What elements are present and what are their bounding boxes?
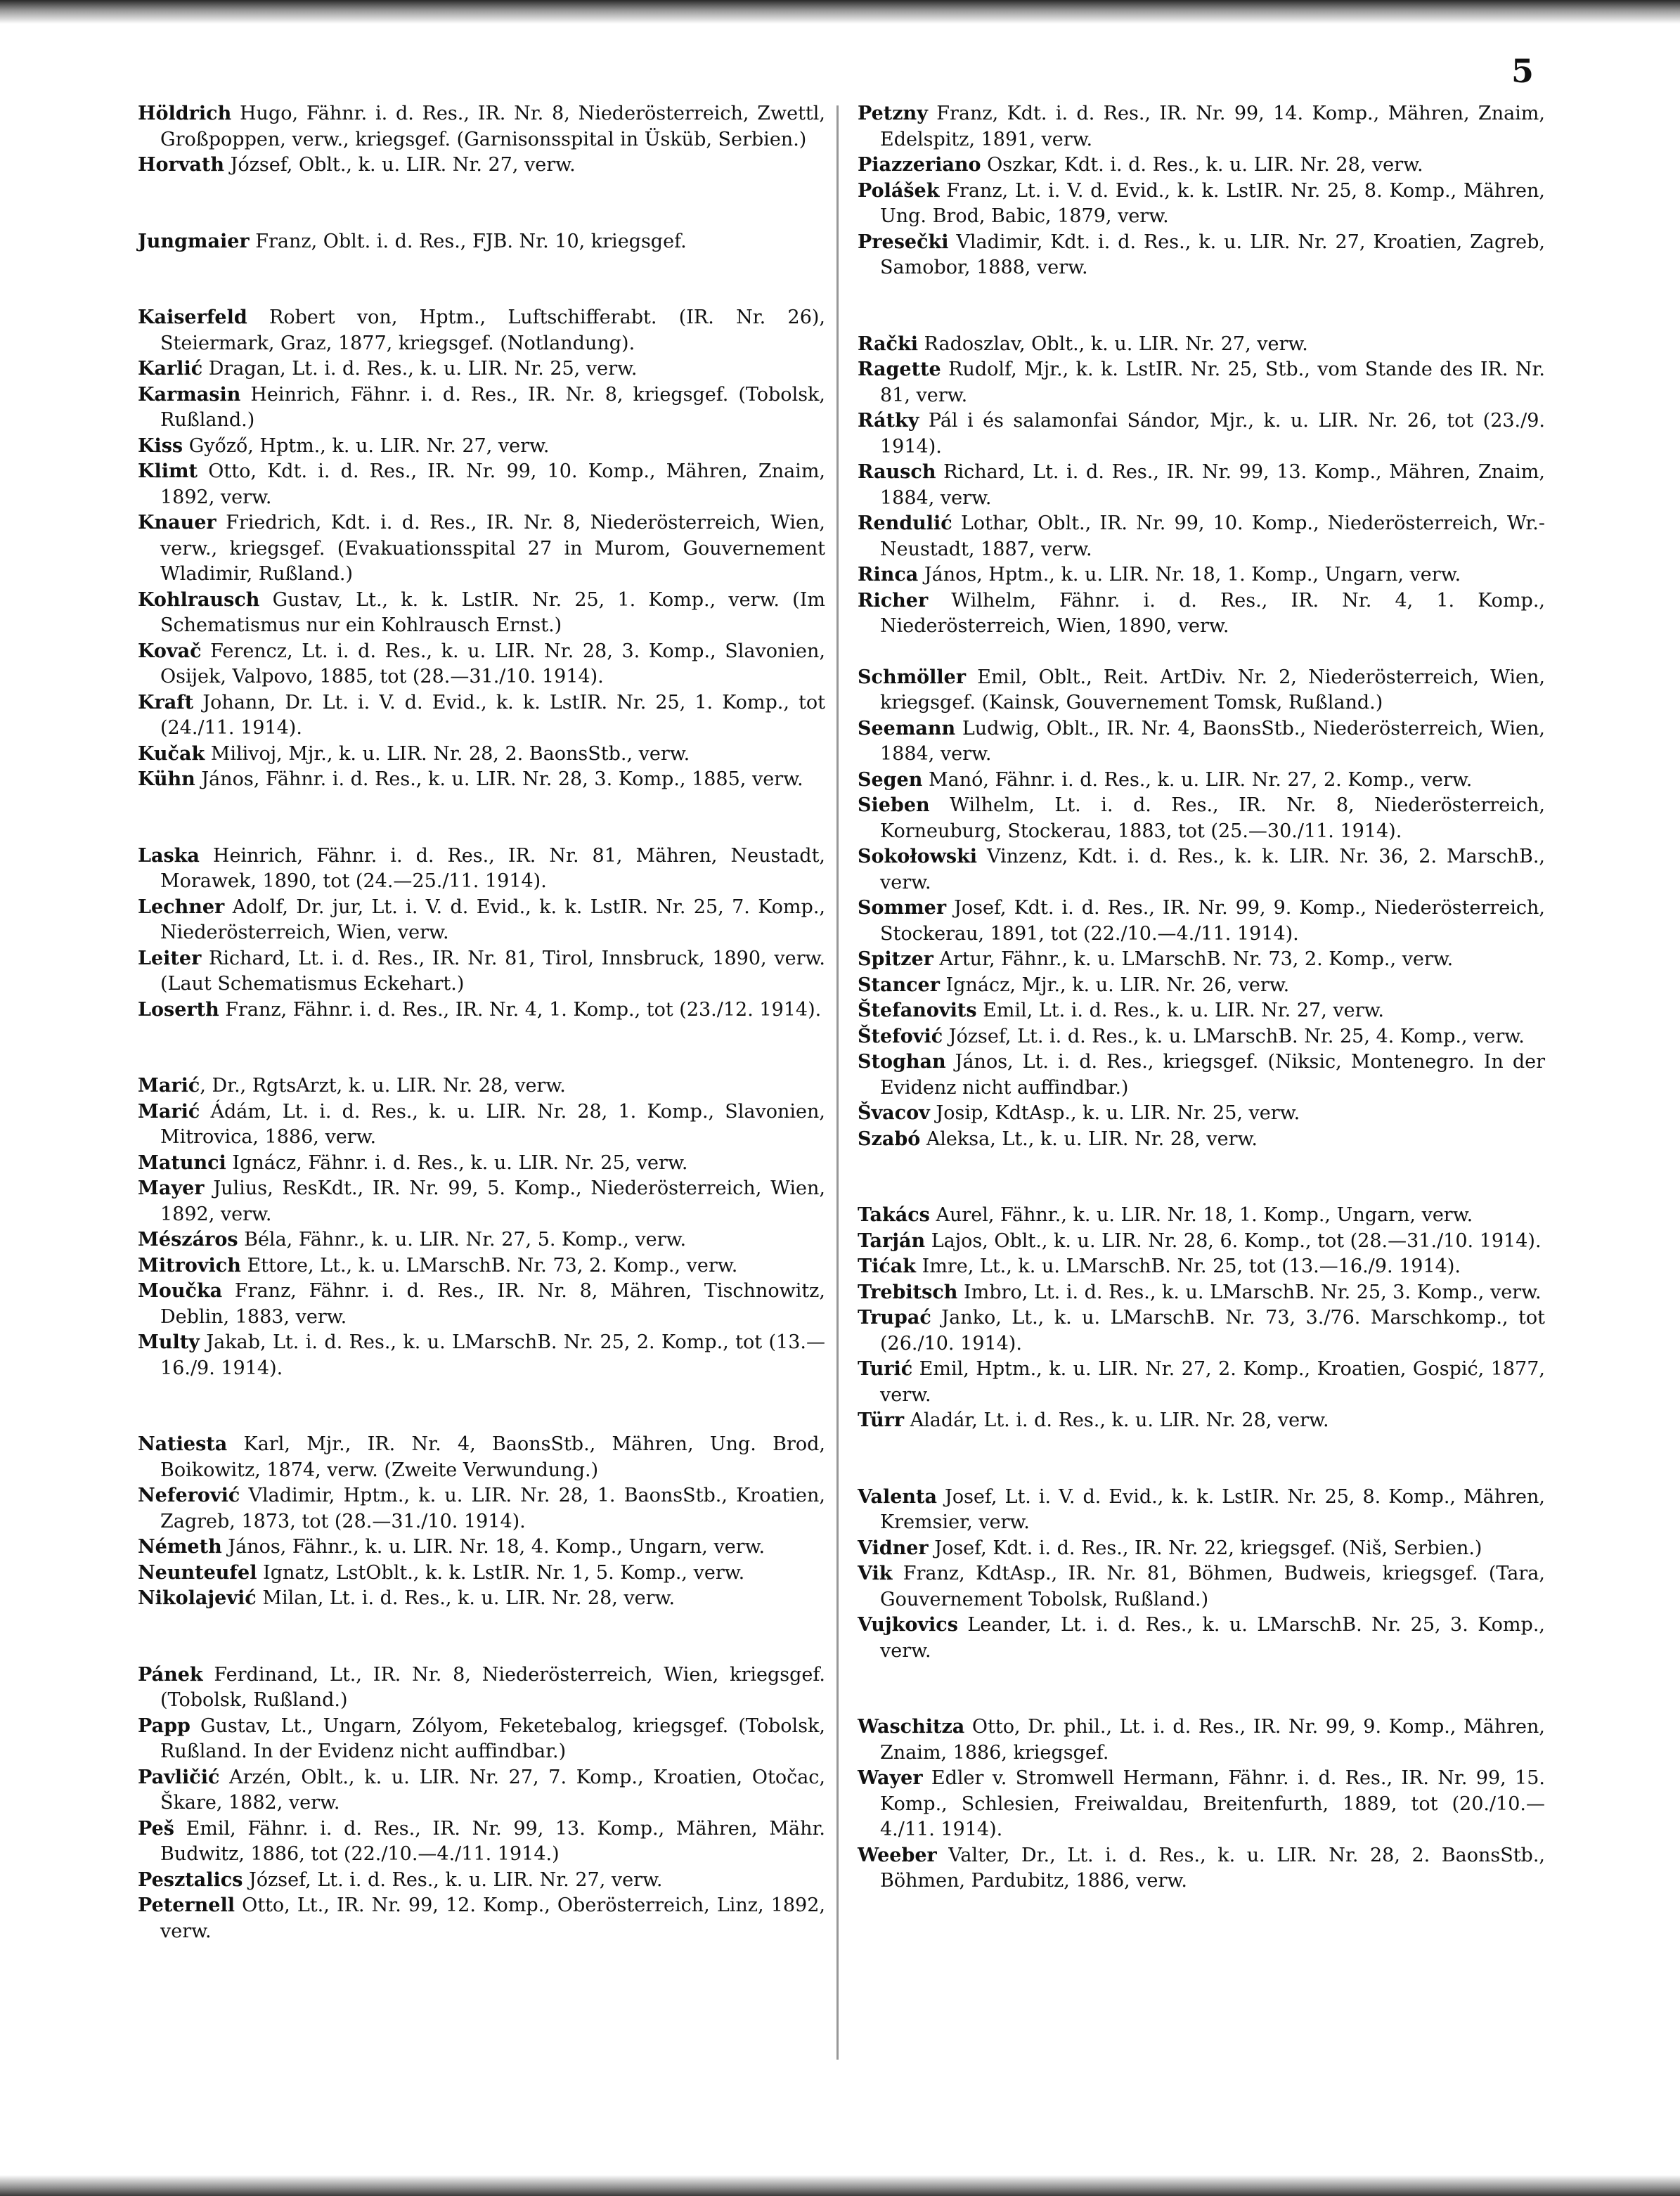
entry-surname: Štefović xyxy=(858,1025,943,1047)
list-item xyxy=(138,1483,825,1535)
list-item xyxy=(858,101,1545,153)
entry-surname: Pavličić xyxy=(138,1766,220,1788)
entry-details: János, Lt. i. d. Res., kriegsgef. (Niksic, Montenegro. In der Evidenz nicht auffindbar.) xyxy=(880,1051,1545,1099)
entry-details: Edler v. Stromwell Hermann, Fähnr. i. d. Res., IR. Nr. 99, 15. Komp., Schlesien, Freiwaldau, Breitenfurth, 1889, tot (20./10.—4./11. 1914). xyxy=(880,1767,1545,1840)
list-item xyxy=(138,997,825,1023)
entry-surname: Vujkovics xyxy=(858,1614,958,1636)
entry-surname: Lechner xyxy=(138,896,225,918)
entry-details: Ádám, Lt. i. d. Res., k. u. LIR. Nr. 28, 1. Komp., Slavonien, Mitrovica, 1886, verw. xyxy=(160,1100,825,1148)
entry-surname: Peternell xyxy=(138,1894,235,1916)
list-item xyxy=(138,1253,825,1279)
entry-details: Otto, Dr. phil., Lt. i. d. Res., IR. Nr. 99, 9. Komp., Mähren, Znaim, 1886, kriegsgef. xyxy=(880,1716,1545,1764)
list-item xyxy=(138,946,825,997)
list-item xyxy=(138,305,825,356)
entry-surname: Papp xyxy=(138,1714,190,1737)
entry-surname: Kučak xyxy=(138,742,205,765)
entry-details: Emil, Oblt., Reit. ArtDiv. Nr. 2, Niederösterreich, Wien, kriegsgef. (Kainsk, Gouvernement Tomsk, Rußland.) xyxy=(880,666,1545,713)
entry-surname: Karmasin xyxy=(138,383,241,406)
entry-surname: Mészáros xyxy=(138,1229,238,1251)
entry-surname: Németh xyxy=(138,1536,222,1558)
entry-surname: Stoghan xyxy=(858,1051,946,1073)
entry-details: Imbro, Lt. i. d. Res., k. u. LMarschB. Nr. 25, 3. Komp., verw. xyxy=(957,1281,1542,1303)
entry-surname: Multy xyxy=(138,1331,200,1353)
page-number: 5 xyxy=(1511,52,1534,90)
list-item xyxy=(858,1613,1545,1664)
entry-surname: Sommer xyxy=(858,897,947,919)
list-item xyxy=(138,1765,825,1816)
section-gap xyxy=(858,1664,1545,1714)
list-item xyxy=(858,179,1545,230)
entry-details: Rudolf, Mjr., k. k. LstIR. Nr. 25, Stb., vom Stande des IR. Nr. 81, verw. xyxy=(880,359,1545,406)
entry-surname: Vidner xyxy=(858,1537,929,1559)
entry-surname: Kovač xyxy=(138,640,202,662)
entry-details: Wilhelm, Lt. i. d. Res., IR. Nr. 8, Niederösterreich, Korneuburg, Stockerau, 1883, tot (25.—30./11. 1914). xyxy=(880,794,1545,842)
entry-surname: Sieben xyxy=(858,794,930,816)
list-item xyxy=(858,1843,1545,1894)
list-item xyxy=(138,767,825,793)
entry-surname: Pánek xyxy=(138,1663,203,1686)
entry-details: Lothar, Oblt., IR. Nr. 99, 10. Komp., Niederösterreich, Wr.-Neustadt, 1887, verw. xyxy=(880,512,1545,560)
right-column xyxy=(858,101,1545,1894)
list-item xyxy=(858,1101,1545,1127)
entry-details: Ignácz, Fähnr. i. d. Res., k. u. LIR. Nr. 25, verw. xyxy=(226,1151,688,1174)
scan-edge-bottom xyxy=(0,2175,1680,2196)
list-item xyxy=(138,382,825,434)
list-item xyxy=(858,1229,1545,1255)
list-item xyxy=(138,1561,825,1587)
entry-surname: Trebitsch xyxy=(858,1281,958,1303)
entry-surname: Vik xyxy=(858,1563,893,1584)
entry-details: Franz, Kdt. i. d. Res., IR. Nr. 99, 14. Komp., Mähren, Znaim, Edelspitz, 1891, verw. xyxy=(880,103,1545,150)
entry-details: Vladimir, Hptm., k. u. LIR. Nr. 28, 1. BaonsStb., Kroatien, Zagreb, 1873, tot (28.—31./10. 1914). xyxy=(160,1485,825,1532)
entry-details: Vladimir, Kdt. i. d. Res., k. u. LIR. Nr. 27, Kroatien, Zagreb, Samobor, 1888, verw. xyxy=(880,231,1545,278)
entry-details: Vinzenz, Kdt. i. d. Res., k. k. LIR. Nr. 36, 2. MarschB., verw. xyxy=(880,846,1545,893)
entry-surname: Pesztalics xyxy=(138,1868,243,1891)
entry-surname: Horvath xyxy=(138,154,225,176)
entry-surname: Sokołowski xyxy=(858,846,978,867)
entry-details: Dragan, Lt. i. d. Res., k. u. LIR. Nr. 25, verw. xyxy=(202,358,638,380)
list-item xyxy=(138,356,825,382)
entry-surname: Takács xyxy=(858,1204,930,1226)
list-item xyxy=(138,1151,825,1177)
section-gap xyxy=(858,1152,1545,1203)
entry-surname: Mitrovich xyxy=(138,1254,241,1277)
entry-details: József, Lt. i. d. Res., k. u. LIR. Nr. 27, verw. xyxy=(243,1868,663,1891)
list-item xyxy=(858,896,1545,947)
entry-surname: Knauer xyxy=(138,512,217,534)
entry-surname: Kraft xyxy=(138,691,194,713)
list-item xyxy=(138,229,825,255)
entry-details: Richard, Lt. i. d. Res., IR. Nr. 99, 13. Komp., Mähren, Znaim, 1884, verw. xyxy=(880,461,1545,509)
entry-surname: Turić xyxy=(858,1358,913,1380)
list-item xyxy=(858,1485,1545,1536)
entry-details: Arzén, Oblt., k. u. LIR. Nr. 27, 7. Komp., Kroatien, Otočac, Škare, 1882, verw. xyxy=(160,1766,825,1814)
entry-surname: Natiesta xyxy=(138,1433,228,1455)
list-item xyxy=(138,1330,825,1381)
entry-details: Artur, Fähnr., k. u. LMarschB. Nr. 73, 2. Komp., verw. xyxy=(933,948,1454,970)
list-item xyxy=(858,230,1545,281)
entry-details: Julius, ResKdt., IR. Nr. 99, 5. Komp., Niederösterreich, Wien, 1892, verw. xyxy=(160,1177,825,1225)
section-gap xyxy=(138,1023,825,1073)
entry-surname: Švacov xyxy=(858,1102,930,1124)
entry-surname: Polášek xyxy=(858,179,940,202)
entry-details: Radoszlav, Oblt., k. u. LIR. Nr. 27, verw. xyxy=(917,332,1308,355)
section-gap xyxy=(138,1381,825,1432)
entry-details: János, Fähnr. i. d. Res., k. u. LIR. Nr. 28, 3. Komp., 1885, verw. xyxy=(195,768,803,790)
list-item xyxy=(138,1535,825,1561)
list-item xyxy=(138,1893,825,1944)
list-item xyxy=(138,510,825,588)
list-item xyxy=(858,511,1545,562)
list-item xyxy=(858,1024,1545,1050)
entry-surname: Rinca xyxy=(858,564,919,586)
section-gap xyxy=(138,793,825,844)
entry-surname: Segen xyxy=(858,768,923,791)
entry-details: Emil, Lt. i. d. Res., k. u. LIR. Nr. 27, verw. xyxy=(976,1000,1385,1021)
entry-surname: Waschitza xyxy=(858,1716,965,1738)
entry-surname: Rausch xyxy=(858,461,936,483)
entry-surname: Marić xyxy=(138,1100,200,1123)
entry-surname: Ragette xyxy=(858,359,941,380)
entry-surname: Wayer xyxy=(858,1767,923,1789)
entry-details: Milan, Lt. i. d. Res., k. u. LIR. Nr. 28, verw. xyxy=(256,1587,676,1609)
entry-surname: Nikolajević xyxy=(138,1587,257,1609)
entry-details: Franz, Fähnr. i. d. Res., IR. Nr. 4, 1. Komp., tot (23./12. 1914). xyxy=(219,998,822,1021)
entry-details: Gustav, Lt., k. k. LstIR. Nr. 25, 1. Komp., verw. (Im Schematismus nur ein Kohlrausch Ernst.) xyxy=(160,588,825,636)
entry-details: Richard, Lt. i. d. Res., IR. Nr. 81, Tirol, Innsbruck, 1890, verw. (Laut Schematismus Eckehart.) xyxy=(160,947,825,995)
entry-details: Ignatz, LstOblt., k. k. LstIR. Nr. 1, 5. Komp., verw. xyxy=(257,1561,745,1584)
list-item xyxy=(858,408,1545,460)
list-item xyxy=(858,793,1545,844)
entry-surname: Valenta xyxy=(858,1485,937,1508)
entry-surname: Schmöller xyxy=(858,666,967,688)
entry-details: Emil, Fähnr. i. d. Res., IR. Nr. 99, 13. Komp., Mähren, Mähr. Budwitz, 1886, tot (22./10.—4./11. 1914.) xyxy=(160,1817,825,1865)
entry-surname: Rendulić xyxy=(858,512,952,534)
list-item xyxy=(858,1305,1545,1357)
list-item xyxy=(138,690,825,742)
entry-surname: Marić xyxy=(138,1075,200,1097)
list-item xyxy=(138,1662,825,1714)
list-item xyxy=(858,1714,1545,1766)
entry-details: Gustav, Lt., Ungarn, Zólyom, Feketebalog, kriegsgef. (Tobolsk, Rußland. In der Evidenz nicht auffindbar.) xyxy=(160,1714,825,1762)
list-item xyxy=(858,588,1545,640)
list-item xyxy=(858,1408,1545,1434)
list-item xyxy=(138,1586,825,1612)
list-item xyxy=(858,1357,1545,1408)
entry-details: Ludwig, Oblt., IR. Nr. 4, BaonsStb., Niederösterreich, Wien, 1884, verw. xyxy=(880,717,1545,765)
entry-surname: Richer xyxy=(858,589,929,612)
entry-surname: Karlić xyxy=(138,358,203,380)
entry-details: Aladár, Lt. i. d. Res., k. u. LIR. Nr. 28, verw. xyxy=(904,1409,1329,1431)
section-gap xyxy=(858,1434,1545,1485)
list-item xyxy=(138,434,825,460)
list-item xyxy=(858,1049,1545,1101)
list-item xyxy=(138,1868,825,1894)
entry-surname: Klimt xyxy=(138,460,198,482)
entry-details: Aurel, Fähnr., k. u. LIR. Nr. 18, 1. Komp., Ungarn, verw. xyxy=(929,1204,1473,1226)
entry-details: Milivoj, Mjr., k. u. LIR. Nr. 28, 2. BaonsStb., verw. xyxy=(205,742,690,765)
entry-surname: Laska xyxy=(138,844,200,867)
entry-details: Wilhelm, Fähnr. i. d. Res., IR. Nr. 4, 1. Komp., Niederösterreich, Wien, 1890, verw. xyxy=(880,589,1545,637)
list-item xyxy=(858,947,1545,973)
list-item xyxy=(858,562,1545,588)
entry-details: József, Lt. i. d. Res., k. u. LMarschB. Nr. 25, 4. Komp., verw. xyxy=(943,1025,1525,1047)
entry-details: Heinrich, Fähnr. i. d. Res., IR. Nr. 8, kriegsgef. (Tobolsk, Rußland.) xyxy=(160,383,825,431)
entry-surname: Szabó xyxy=(858,1128,921,1150)
entry-details: Pál i és salamonfai Sándor, Mjr., k. u. LIR. Nr. 26, tot (23./9. 1914). xyxy=(880,410,1545,458)
list-item xyxy=(138,153,825,179)
entry-surname: Matunci xyxy=(138,1151,226,1174)
entry-details: Jakab, Lt. i. d. Res., k. u. LMarschB. Nr. 25, 2. Komp., tot (13.—16./9. 1914). xyxy=(160,1331,825,1379)
entry-details: Janko, Lt., k. u. LMarschB. Nr. 73, 3./76. Marschkomp., tot (26./10. 1914). xyxy=(880,1307,1545,1355)
entry-details: Oszkar, Kdt. i. d. Res., k. u. LIR. Nr. 28, verw. xyxy=(981,154,1423,176)
entry-surname: Kiss xyxy=(138,434,183,457)
list-item xyxy=(138,639,825,690)
entry-surname: Štefanovits xyxy=(858,1000,977,1021)
list-item xyxy=(858,153,1545,179)
entry-details: Lajos, Oblt., k. u. LIR. Nr. 28, 6. Komp., tot (28.—31./10. 1914). xyxy=(925,1229,1542,1252)
entry-details: Manó, Fähnr. i. d. Res., k. u. LIR. Nr. 27, 2. Komp., verw. xyxy=(922,768,1473,791)
entry-surname: Höldrich xyxy=(138,103,232,124)
entry-surname: Stancer xyxy=(858,974,940,996)
entry-surname: Trupać xyxy=(858,1307,931,1329)
entry-details: Adolf, Dr. jur, Lt. i. V. d. Evid., k. k. LstIR. Nr. 25, 7. Komp., Niederösterreich, Wien, verw. xyxy=(160,896,825,943)
entry-surname: Kühn xyxy=(138,768,195,790)
entry-details: Robert von, Hptm., Luftschifferabt. (IR. Nr. 26), Steiermark, Graz, 1877, kriegsgef. (Notlandung). xyxy=(160,306,825,354)
section-gap xyxy=(858,640,1545,665)
list-item xyxy=(858,357,1545,408)
list-item xyxy=(858,998,1545,1024)
entry-surname: Rački xyxy=(858,332,918,355)
entry-details: Franz, Fähnr. i. d. Res., IR. Nr. 8, Mähren, Tischnowitz, Deblin, 1883, verw. xyxy=(160,1280,825,1328)
entry-details: Franz, Lt. i. V. d. Evid., k. k. LstIR. Nr. 25, 8. Komp., Mähren, Ung. Brod, Babic, 1879, verw. xyxy=(880,179,1545,227)
entry-surname: Rátky xyxy=(858,410,919,432)
list-item xyxy=(138,1073,825,1099)
list-item xyxy=(138,1227,825,1253)
entry-details: Imre, Lt., k. u. LMarschB. Nr. 25, tot (13.—16./9. 1914). xyxy=(916,1255,1461,1277)
list-item xyxy=(858,1203,1545,1229)
entry-surname: Petzny xyxy=(858,103,928,124)
list-item xyxy=(858,973,1545,999)
entry-surname: Moučka xyxy=(138,1280,223,1302)
list-item xyxy=(858,1280,1545,1306)
list-item xyxy=(138,895,825,946)
entry-details: Josef, Lt. i. V. d. Evid., k. k. LstIR. Nr. 25, 8. Komp., Mähren, Kremsier, verw. xyxy=(880,1485,1545,1533)
list-item xyxy=(138,459,825,510)
list-item xyxy=(858,1127,1545,1153)
entry-surname: Leiter xyxy=(138,947,202,969)
entry-details: Johann, Dr. Lt. i. V. d. Evid., k. k. LstIR. Nr. 25, 1. Komp., tot (24./11. 1914). xyxy=(160,691,825,739)
section-gap xyxy=(138,179,825,229)
list-item xyxy=(138,588,825,639)
entry-details: János, Hptm., k. u. LIR. Nr. 18, 1. Komp., Ungarn, verw. xyxy=(918,564,1461,586)
list-item xyxy=(138,1714,825,1765)
entry-surname: Tarján xyxy=(858,1229,926,1252)
entry-details: Béla, Fähnr., k. u. LIR. Nr. 27, 5. Komp., verw. xyxy=(238,1229,687,1251)
entry-details: Ettore, Lt., k. u. LMarschB. Nr. 73, 2. Komp., verw. xyxy=(240,1254,738,1277)
entry-surname: Tićak xyxy=(858,1255,916,1277)
entry-surname: Presečki xyxy=(858,231,949,253)
entry-details: János, Fähnr., k. u. LIR. Nr. 18, 4. Komp., Ungarn, verw. xyxy=(221,1536,765,1558)
entry-surname: Piazzeriano xyxy=(858,154,981,176)
scan-edge-top xyxy=(0,0,1680,24)
entry-surname: Loserth xyxy=(138,998,219,1021)
entry-surname: Mayer xyxy=(138,1177,205,1199)
entry-details: Emil, Hptm., k. u. LIR. Nr. 27, 2. Komp., Kroatien, Gospić, 1877, verw. xyxy=(880,1358,1545,1406)
list-item xyxy=(858,1254,1545,1280)
entry-details: Heinrich, Fähnr. i. d. Res., IR. Nr. 81, Mähren, Neustadt, Morawek, 1890, tot (24.—25./11. 1914). xyxy=(160,844,825,892)
list-item xyxy=(858,844,1545,896)
entry-surname: Spitzer xyxy=(858,948,933,970)
entry-details: Josip, KdtAsp., k. u. LIR. Nr. 25, verw. xyxy=(929,1102,1300,1124)
entry-surname: Seemann xyxy=(858,717,956,739)
entry-details: József, Oblt., k. u. LIR. Nr. 27, verw. xyxy=(224,154,576,176)
list-item xyxy=(138,1816,825,1868)
section-gap xyxy=(138,254,825,305)
list-item xyxy=(858,1561,1545,1613)
entry-details: Ferdinand, Lt., IR. Nr. 8, Niederösterreich, Wien, kriegsgef. (Tobolsk, Rußland.) xyxy=(160,1663,825,1711)
entry-details: Győző, Hptm., k. u. LIR. Nr. 27, verw. xyxy=(183,434,550,457)
list-item xyxy=(858,716,1545,768)
list-item xyxy=(858,1766,1545,1843)
column-divider xyxy=(836,105,839,2060)
section-gap xyxy=(138,1612,825,1662)
entry-details: Franz, Oblt. i. d. Res., FJB. Nr. 10, kriegsgef. xyxy=(249,230,687,252)
entry-details: Friedrich, Kdt. i. d. Res., IR. Nr. 8, Niederösterreich, Wien, verw., kriegsgef. (Evakuationsspital 27 in Murom, Gouvernement Wladimir, Rußland.) xyxy=(160,512,825,585)
list-item xyxy=(138,1279,825,1330)
entry-surname: Peš xyxy=(138,1817,174,1840)
list-item xyxy=(858,665,1545,716)
list-item xyxy=(858,768,1545,794)
entry-details: Hugo, Fähnr. i. d. Res., IR. Nr. 8, Niederösterreich, Zwettl, Großpoppen, verw., kriegsgef. (Garnisonsspital in Üsküb, Serbien.) xyxy=(160,103,825,150)
entry-details: Ignácz, Mjr., k. u. LIR. Nr. 26, verw. xyxy=(939,974,1290,996)
section-gap xyxy=(858,281,1545,332)
entry-surname: Neferović xyxy=(138,1485,240,1506)
entry-surname: Kaiserfeld xyxy=(138,306,247,328)
entry-surname: Türr xyxy=(858,1409,905,1431)
list-item xyxy=(138,101,825,153)
list-item xyxy=(138,844,825,895)
list-item xyxy=(138,1176,825,1227)
entry-details: Otto, Lt., IR. Nr. 99, 12. Komp., Oberösterreich, Linz, 1892, verw. xyxy=(160,1894,825,1942)
entry-details: Valter, Dr., Lt. i. d. Res., k. u. LIR. Nr. 28, 2. BaonsStb., Böhmen, Pardubitz, 1886, verw. xyxy=(880,1844,1545,1892)
entry-details: Franz, KdtAsp., IR. Nr. 81, Böhmen, Budweis, kriegsgef. (Tara, Gouvernement Tobolsk, Rußland.) xyxy=(880,1563,1545,1610)
entry-details: Ferencz, Lt. i. d. Res., k. u. LIR. Nr. 28, 3. Komp., Slavonien, Osijek, Valpovo, 1885, tot (28.—31./10. 1914). xyxy=(160,640,825,687)
left-column xyxy=(138,101,825,1944)
entry-details: Otto, Kdt. i. d. Res., IR. Nr. 99, 10. Komp., Mähren, Znaim, 1892, verw. xyxy=(160,460,825,508)
list-item xyxy=(858,460,1545,511)
list-item xyxy=(138,742,825,768)
entry-surname: Neunteufel xyxy=(138,1561,257,1584)
entry-details: Leander, Lt. i. d. Res., k. u. LMarschB. Nr. 25, 3. Komp., verw. xyxy=(880,1614,1545,1662)
entry-surname: Jungmaier xyxy=(138,230,250,252)
entry-details: Josef, Kdt. i. d. Res., IR. Nr. 22, kriegsgef. (Niš, Serbien.) xyxy=(928,1537,1482,1559)
entry-details: Josef, Kdt. i. d. Res., IR. Nr. 99, 9. Komp., Niederösterreich, Stockerau, 1891, tot (22./10.—4./11. 1914). xyxy=(880,897,1545,945)
entry-details: Karl, Mjr., IR. Nr. 4, BaonsStb., Mähren, Ung. Brod, Boikowitz, 1874, verw. (Zweite Verwundung.) xyxy=(160,1433,825,1481)
entry-details: , Dr., RgtsArzt, k. u. LIR. Nr. 28, verw. xyxy=(200,1075,566,1097)
list-item xyxy=(858,1536,1545,1562)
list-item xyxy=(138,1099,825,1151)
entry-surname: Weeber xyxy=(858,1844,937,1866)
list-item xyxy=(138,1432,825,1483)
list-item xyxy=(858,332,1545,358)
entry-details: Aleksa, Lt., k. u. LIR. Nr. 28, verw. xyxy=(920,1128,1258,1150)
entry-surname: Kohlrausch xyxy=(138,588,260,611)
